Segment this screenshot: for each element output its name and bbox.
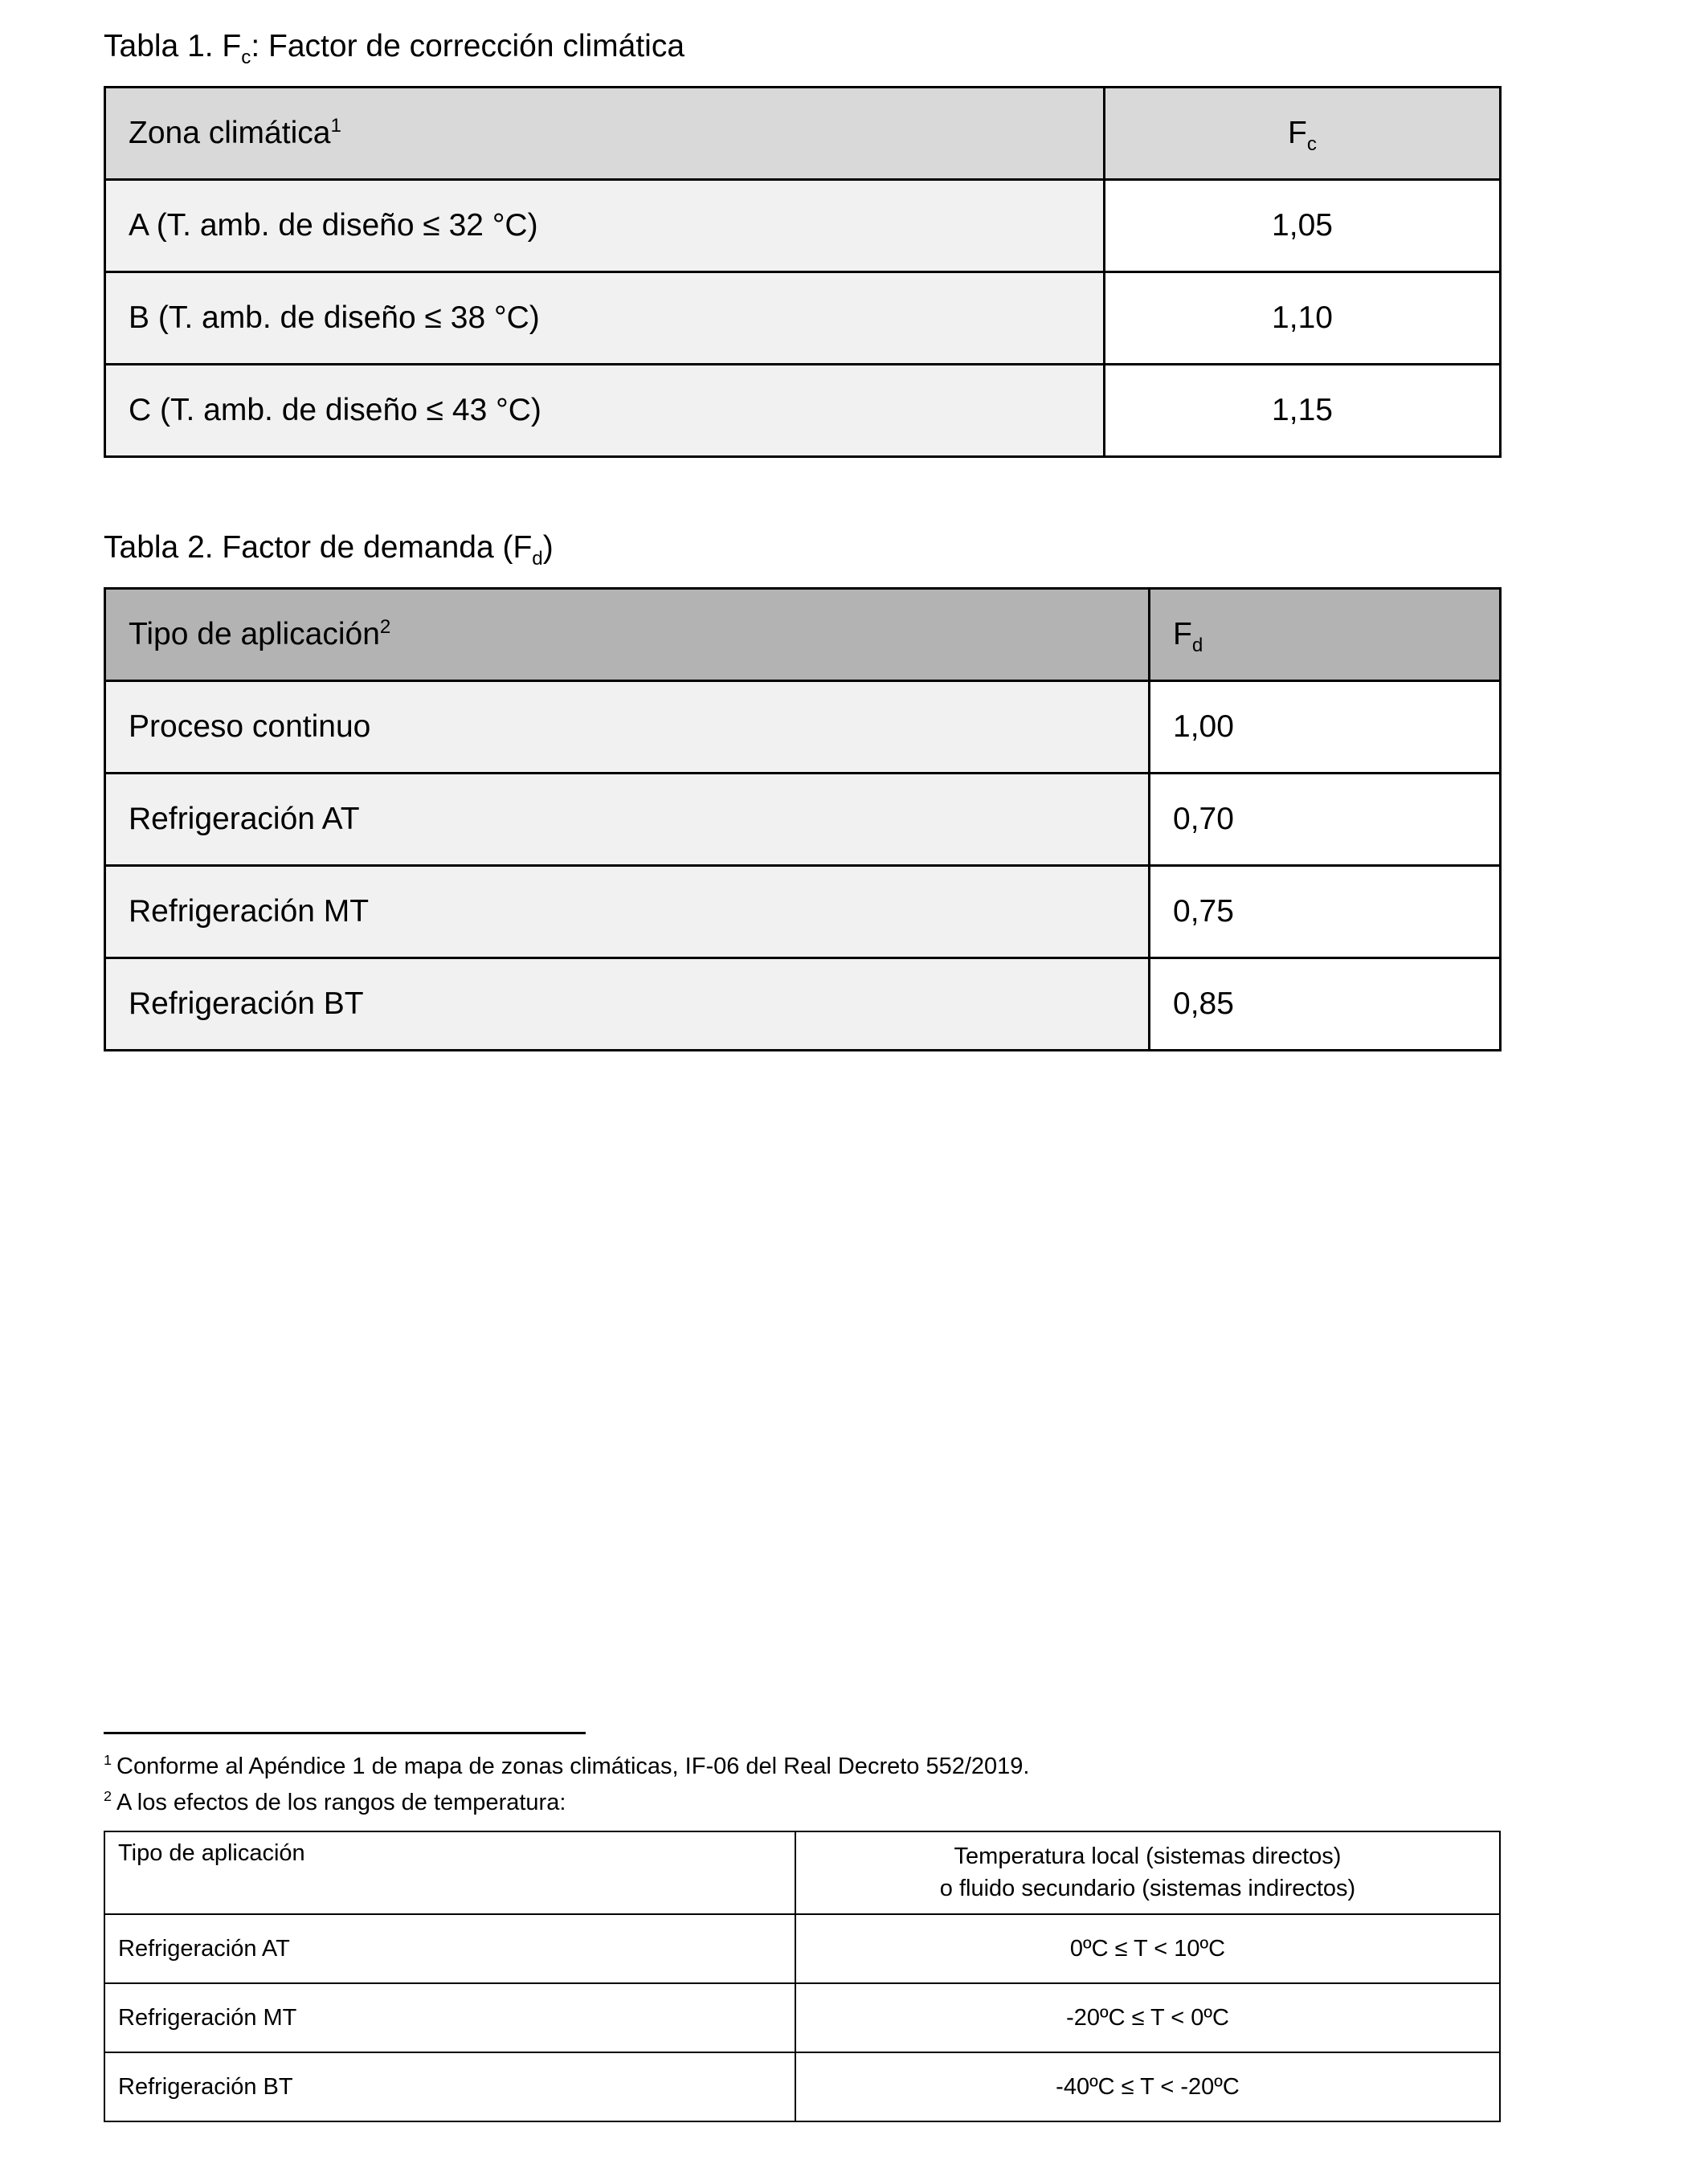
table1-header-fc (1105, 87, 1501, 179)
proceso-continuo-value-cell: 1,00 (1150, 680, 1501, 773)
footnote-2 (104, 1785, 1499, 1821)
footnote-1 (104, 1749, 1499, 1785)
foot-refrigeracion-mt-range-cell: -20ºC ≤ T < 0ºC (795, 1983, 1500, 2052)
table-row (105, 957, 1501, 1050)
table-row (105, 680, 1501, 773)
foot-refrigeracion-bt-label-cell: Refrigeración BT (104, 2052, 795, 2121)
zone-c-value-cell: 1,15 (1105, 364, 1501, 456)
table1-header-zona-superscript: 1 (330, 114, 341, 137)
foot-refrigeracion-bt-range-cell: -40ºC ≤ T < -20ºC (795, 2052, 1500, 2121)
refrigeracion-bt-label-cell: Refrigeración BT (105, 957, 1150, 1050)
table1-title (104, 27, 1499, 67)
table1-factor-correccion-climatica (104, 86, 1502, 458)
footnote-header-temperatura (795, 1831, 1500, 1914)
table2-header-fd-subscript: d (1191, 634, 1203, 656)
footnote-separator (104, 1732, 586, 1734)
footnote-header-tipo-aplicacion: Tipo de aplicación (104, 1831, 795, 1914)
table2-title-text-post: ) (542, 529, 554, 565)
table1-header-zona-climatica (105, 87, 1105, 179)
table2-title-text: Tabla 2. Factor de demanda (F (104, 529, 533, 565)
table2-header-fd (1150, 588, 1501, 680)
footnote-1-text: Conforme al Apéndice 1 de mapa de zonas climáticas, IF-06 del Real Decreto 552/2019. (116, 1754, 1030, 1779)
zone-a-value-cell: 1,05 (1105, 179, 1501, 272)
table1-title-text: Tabla 1. F (104, 29, 242, 63)
footnote-2-text: A los efectos de los rangos de temperatura: (116, 1789, 566, 1815)
table-row (105, 179, 1501, 272)
table1-header-fc-text: F (1288, 115, 1307, 150)
table2-title-subscript: d (532, 547, 543, 570)
refrigeracion-at-label-cell: Refrigeración AT (105, 773, 1150, 865)
main-content (104, 27, 1499, 1051)
foot-refrigeracion-at-range-cell: 0ºC ≤ T < 10ºC (795, 1914, 1500, 1983)
table-row (105, 272, 1501, 364)
table-row (105, 865, 1501, 957)
refrigeracion-mt-value-cell: 0,75 (1150, 865, 1501, 957)
table1-header-zona-text: Zona climática (129, 115, 331, 150)
table2-header-row (105, 588, 1501, 680)
footnotes-section (104, 1732, 1499, 2122)
table2-title (104, 529, 1499, 568)
table1-header-fc-subscript: c (1306, 133, 1317, 155)
foot-refrigeracion-at-label-cell: Refrigeración AT (104, 1914, 795, 1983)
table-row (105, 364, 1501, 456)
refrigeracion-mt-label-cell: Refrigeración MT (105, 865, 1150, 957)
footnote-header-temperatura-line1: Temperatura local (sistemas directos) (954, 1843, 1342, 1869)
table2-header-tipo-text: Tipo de aplicación (129, 616, 380, 651)
footnote-2-marker: 2 (104, 1788, 112, 1805)
footnote-table-header-row (104, 1831, 1500, 1914)
proceso-continuo-label-cell: Proceso continuo (105, 680, 1150, 773)
refrigeracion-bt-value-cell: 0,85 (1150, 957, 1501, 1050)
table2-header-fd-text: F (1173, 616, 1192, 651)
table2-header-tipo-aplicacion (105, 588, 1150, 680)
table1-title-text-post: : Factor de corrección climática (251, 29, 685, 63)
zone-a-label-cell: A (T. amb. de diseño ≤ 32 °C) (105, 179, 1105, 272)
table2-header-tipo-superscript: 2 (379, 615, 391, 638)
zone-c-label-cell: C (T. amb. de diseño ≤ 43 °C) (105, 364, 1105, 456)
table-row (105, 773, 1501, 865)
table1-header-row (105, 87, 1501, 179)
zone-b-label-cell: B (T. amb. de diseño ≤ 38 °C) (105, 272, 1105, 364)
footnote-header-temperatura-line2: o fluido secundario (sistemas indirectos) (939, 1876, 1356, 1902)
refrigeracion-at-value-cell: 0,70 (1150, 773, 1501, 865)
table2-factor-demanda (104, 587, 1502, 1051)
foot-refrigeracion-mt-label-cell: Refrigeración MT (104, 1983, 795, 2052)
table-row (104, 2052, 1500, 2121)
table-row (104, 1914, 1500, 1983)
table1-title-subscript: c (241, 46, 251, 68)
table-row (104, 1983, 1500, 2052)
zone-b-value-cell: 1,10 (1105, 272, 1501, 364)
footnote-1-marker: 1 (104, 1752, 112, 1769)
footnote-temperature-table (104, 1831, 1501, 2122)
